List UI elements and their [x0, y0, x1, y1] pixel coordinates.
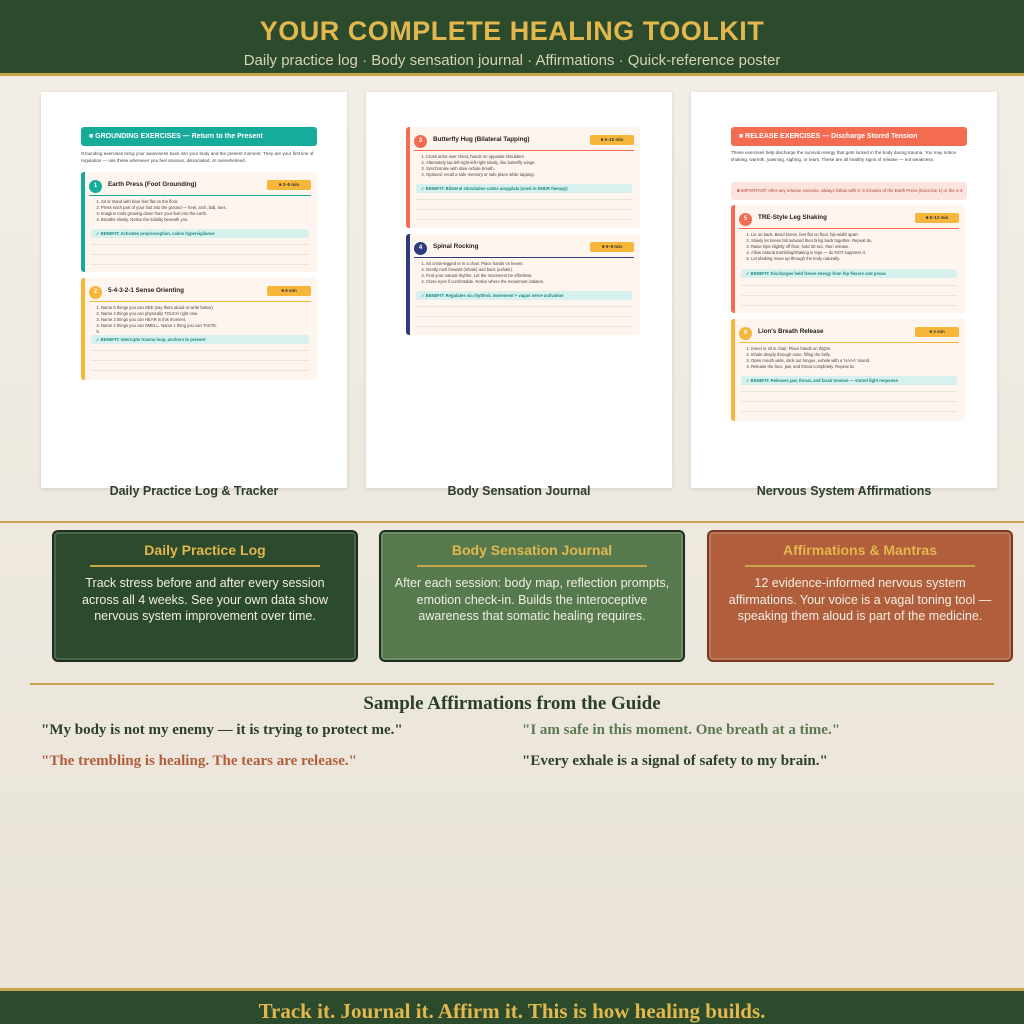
step: 1. Name 5 things you can SEE (say them aloud or write below). — [101, 305, 309, 311]
writing-line — [741, 401, 957, 402]
exercise-steps — [418, 154, 632, 178]
exercise-title: Lion's Breath Release — [758, 328, 824, 335]
step: 2. Press each part of your foot into the ground — heel, arch, ball, toes. — [101, 205, 309, 211]
writing-line — [416, 316, 632, 317]
card-rule — [414, 257, 634, 258]
step: 1. Sit or stand with bare feet flat on the floor. — [101, 199, 309, 205]
step: 3. Open mouth wide, stick out tongue, exhale with a 'HAAA' sound. — [751, 358, 957, 364]
exercise-number: 4 — [414, 242, 427, 255]
exercise-number: 3 — [414, 135, 427, 148]
exercise-number: 1 — [89, 180, 102, 193]
exercise-title: 5-4-3-2-1 Sense Orienting — [108, 287, 184, 294]
section-header-release: ■ RELEASE EXERCISES — Discharge Stored Tension — [731, 127, 967, 146]
benefit-note: ✓ BENEFIT: Bilateral stimulation calms amygdala (used in EMDR therapy) — [416, 184, 632, 193]
writing-line — [91, 264, 309, 265]
step: 2. Inhale deeply through nose, filling the belly. — [751, 352, 957, 358]
step: 3. Synchronise with slow exhale breath. — [426, 166, 632, 172]
writing-line — [91, 254, 309, 255]
feature-title: Affirmations & Mantras — [782, 542, 938, 558]
step: 4. Name 2 things you can SMELL. Name 1 thing you can TASTE. — [101, 323, 309, 329]
step: 4. Allow natural trembling/shaking in legs — do NOT suppress it. — [751, 250, 957, 256]
step: 3. Raise hips slightly off floor, hold 30 sec, then release. — [751, 244, 957, 250]
feature-rule — [417, 565, 647, 567]
feature-title: Body Sensation Journal — [451, 542, 613, 558]
time-badge: ■ 5–8 min — [590, 242, 634, 252]
card-accent-bar — [81, 172, 85, 272]
step: 4. Optional: recall a safe memory or safe place while tapping. — [426, 172, 632, 178]
card-rule — [414, 150, 634, 151]
affirmation-quote: "The trembling is healing. The tears are release." — [41, 753, 357, 769]
writing-line — [416, 306, 632, 307]
step: 4. Release the face, jaw, and throat completely. Repeat 5x. — [751, 364, 957, 370]
writing-line — [91, 360, 309, 361]
card-rule — [739, 342, 959, 343]
exercise-steps — [418, 261, 632, 285]
section-intro: These exercises help discharge the survival energy that gets locked in the body during trauma. You may notice shaking, warmth, yawning, sighing, or tears. These are all healthy signs of release — not weakness. — [731, 150, 956, 162]
card-accent-bar — [731, 205, 735, 313]
step: 4. Close eyes if comfortable. Notice where the movement initiates. — [426, 279, 632, 285]
footer-banner — [0, 988, 1024, 1024]
benefit-note: ✓ BENEFIT: Activates proprioception, calms hypervigilance — [91, 229, 309, 238]
feature-rule — [745, 565, 975, 567]
feature-rule — [90, 565, 320, 567]
step: 2. Name 4 things you can physically TOUCH right now. — [101, 311, 309, 317]
benefit-note: ✓ BENEFIT: Releases jaw, throat, and facial tension — stored fight response — [741, 376, 957, 385]
writing-line — [91, 244, 309, 245]
benefit-note: ✓ BENEFIT: Regulates via rhythmic movement + vagus nerve activation — [416, 291, 632, 300]
section-header-grounding: ■ GROUNDING EXERCISES — Return to the Present — [81, 127, 317, 146]
feature-description: Track stress before and after every session across all 4 weeks. See your own data show nervous system improvement over time. — [82, 576, 328, 623]
card-rule — [89, 301, 311, 302]
card-rule — [739, 228, 959, 229]
exercise-number: 5 — [739, 213, 752, 226]
exercise-number: 2 — [89, 286, 102, 299]
step: 4. Breathe slowly. Notice the solidity beneath you. — [101, 217, 309, 223]
writing-line — [91, 370, 309, 371]
step: 1. Lie on back. Bend knees, feet flat on floor, hip-width apart. — [751, 232, 957, 238]
writing-line — [741, 305, 957, 306]
writing-line — [741, 391, 957, 392]
preview-page-affirmations — [691, 92, 997, 488]
card-accent-bar — [406, 127, 410, 228]
feature-title: Daily Practice Log — [144, 542, 266, 558]
time-badge: ■ 5–10 min — [590, 135, 634, 145]
writing-line — [416, 326, 632, 327]
time-badge: ■ 8–12 min — [915, 213, 959, 223]
feature-box-affirmations — [707, 530, 1013, 662]
page-subtitle: Daily practice log · Body sensation journal · Affirmations · Quick-reference poster — [243, 52, 781, 69]
section-divider — [0, 521, 1024, 523]
card-rule — [89, 195, 311, 196]
step: 3. Find your natural rhythm. Let the movement be effortless. — [426, 273, 632, 279]
exercise-card-1 — [81, 172, 317, 272]
time-badge: ■ 3 min — [915, 327, 959, 337]
card-accent-bar — [81, 278, 85, 380]
header-banner — [0, 0, 1024, 76]
affirmations-divider — [30, 683, 994, 685]
writing-line — [416, 209, 632, 210]
page-title: YOUR COMPLETE HEALING TOOLKIT — [259, 16, 765, 46]
section-intro: Grounding exercises bring your awareness back into your body and the present moment. They are your first line of regulation — use these whenever you feel anxious, dissociated, or overwhelmed. — [81, 151, 314, 163]
page-caption-daily-log: Daily Practice Log & Tracker — [109, 484, 279, 498]
feature-description: After each session: body map, reflection prompts, emotion check-in. Builds the interoceptive awareness that somatic healing requires. — [394, 576, 670, 623]
affirmation-quote: "I am safe in this moment. One breath at a time." — [522, 722, 841, 738]
step: 2. Slowly let knees fall outward then bring back together. Repeat 8x. — [751, 238, 957, 244]
writing-line — [416, 219, 632, 220]
exercise-card-2 — [81, 278, 317, 380]
page-caption-affirmations: Nervous System Affirmations — [756, 484, 932, 498]
writing-line — [741, 285, 957, 286]
writing-line — [741, 411, 957, 412]
exercise-title: Spinal Rocking — [433, 243, 479, 250]
writing-line — [416, 199, 632, 200]
exercise-title: Earth Press (Foot Grounding) — [108, 181, 197, 188]
exercise-steps — [743, 346, 957, 370]
time-badge: ■ 3–5 min — [267, 180, 311, 190]
affirmation-quote: "Every exhale is a signal of safety to my brain." — [522, 753, 828, 769]
step: 1. Cross arms over chest, hands on opposite shoulders. — [426, 154, 632, 160]
affirmations-title: Sample Affirmations from the Guide — [363, 693, 661, 714]
step: 5. Let shaking move up through the body naturally. — [751, 256, 957, 262]
writing-line — [741, 295, 957, 296]
feature-box-body-journal — [379, 530, 685, 662]
exercise-title: TRE-Style Leg Shaking — [758, 214, 827, 221]
step: 2. Gently rock forward (inhale) and back (exhale). — [426, 267, 632, 273]
feature-box-practice-log — [52, 530, 358, 662]
footer-tagline: Track it. Journal it. Affirm it. This is how healing builds. — [258, 999, 766, 1023]
step: 1. Sit cross-legged or in a chair. Place hands on knees. — [426, 261, 632, 267]
exercise-title: Butterfly Hug (Bilateral Tapping) — [433, 136, 530, 143]
preview-page-body-journal — [366, 92, 672, 488]
affirmation-quote: "My body is not my enemy — it is trying to protect me." — [41, 722, 403, 738]
exercise-steps — [93, 305, 309, 335]
page-caption-body-journal: Body Sensation Journal — [447, 484, 591, 498]
exercise-steps — [93, 199, 309, 223]
step: 3. Name 3 things you can HEAR in this moment. — [101, 317, 309, 323]
important-note: ■ IMPORTANT: After any release exercise, always follow with 2–3 minutes of the Earth Press (Exercise 1) or the 4-4- — [731, 182, 967, 200]
exercise-card-5 — [731, 205, 965, 313]
step: 2. Alternately tap left-right-left-right slowly, like butterfly wings. — [426, 160, 632, 166]
exercise-card-3 — [406, 127, 640, 228]
preview-page-daily-log — [41, 92, 347, 488]
exercise-card-6 — [731, 319, 965, 421]
card-accent-bar — [731, 319, 735, 421]
feature-description: 12 evidence-informed nervous system affirmations. Your voice is a vagal toning tool — speaking them aloud is part of the medicine. — [728, 576, 992, 623]
writing-line — [91, 350, 309, 351]
card-accent-bar — [406, 234, 410, 335]
exercise-card-4 — [406, 234, 640, 335]
exercise-number: 6 — [739, 327, 752, 340]
step: 3. Imagine roots growing down from your feet into the earth. — [101, 211, 309, 217]
benefit-note: ✓ BENEFIT: Discharges held freeze energy from hip flexors and psoas — [741, 269, 957, 278]
benefit-note: ✓ BENEFIT: Interrupts trauma loop, anchors to present — [91, 335, 309, 344]
time-badge: ■ 5 min — [267, 286, 311, 296]
exercise-steps — [743, 232, 957, 262]
step: 1. Kneel or sit in chair. Place hands on thighs. — [751, 346, 957, 352]
